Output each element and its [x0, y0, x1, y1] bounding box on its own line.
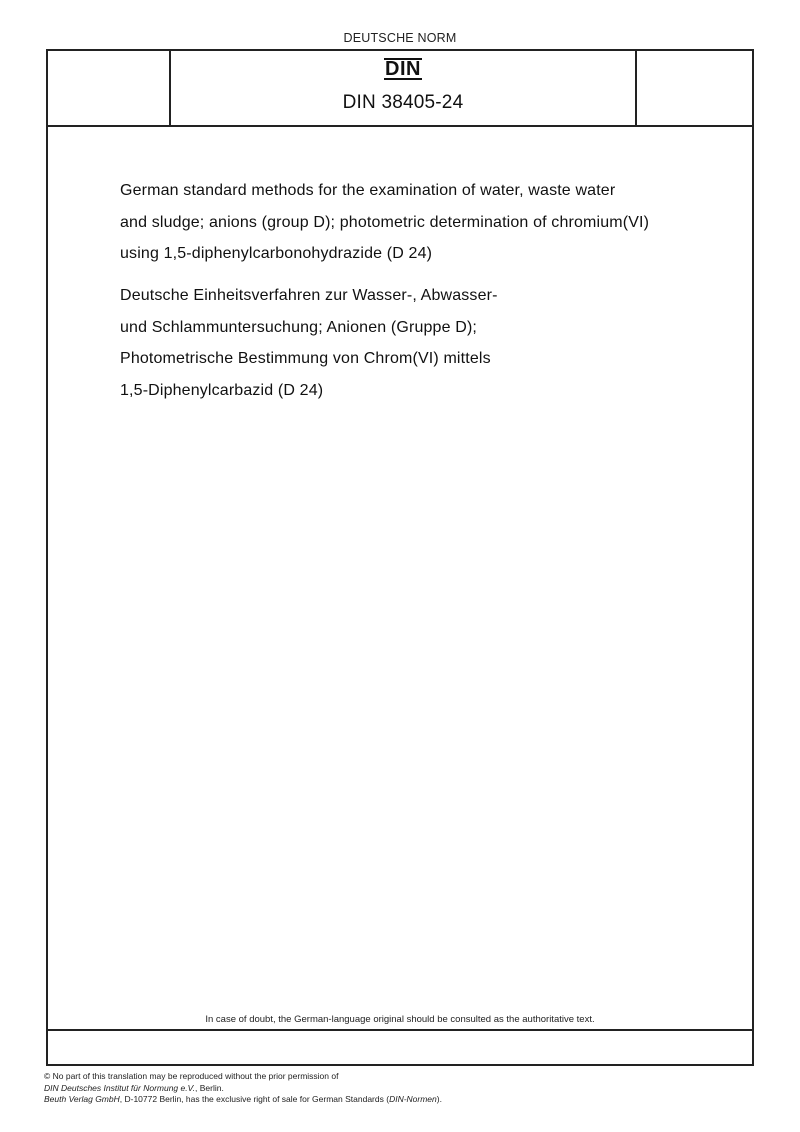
title-de-line: 1,5-Diphenylcarbazid (D 24) [120, 381, 324, 399]
copyright-line-3-end: ). [436, 1094, 442, 1104]
footer-divider [48, 1029, 752, 1031]
document-frame [46, 49, 754, 1066]
title-german [120, 280, 720, 406]
copyright-line-2 [44, 1083, 442, 1095]
copyright-line-3 [44, 1094, 442, 1106]
din-logo [171, 58, 635, 81]
title-en-line: and sludge; anions (group D); photometric determination of chromium(VI) [120, 213, 650, 231]
document-number: DIN 38405-24 [342, 92, 464, 113]
din-logo-text: DIN [385, 58, 421, 80]
title-en-line: using 1,5-diphenylcarbonohydrazide (D 24) [120, 245, 433, 262]
header-cell-left [48, 51, 171, 125]
title-english [120, 175, 720, 270]
authoritative-text-note: In case of doubt, the German-language original should be consulted as the authoritative text. [205, 1014, 595, 1025]
header-cell-center [171, 51, 635, 125]
copyright-line-1: © No part of this translation may be reproduced without the prior permission of [44, 1071, 339, 1081]
header-cell-right [635, 51, 754, 125]
title-de-line: Photometrische Bestimmung von Chrom(VI) mittels [120, 350, 491, 367]
din-normen-term: DIN-Normen [389, 1094, 437, 1104]
publisher-name: Beuth Verlag GmbH [44, 1094, 120, 1104]
copyright-line-3-mid: , D-10772 Berlin, has the exclusive right of sale for German Standards ( [119, 1094, 390, 1104]
din-institute-name: DIN Deutsches Institut für Normung e.V. [44, 1082, 196, 1093]
copyright-line-2-rest: , Berlin. [195, 1082, 224, 1093]
copyright-notice [44, 1071, 442, 1106]
title-de-line: Deutsche Einheitsverfahren zur Wasser-, Abwasser- [120, 287, 498, 304]
title-en-line: German standard methods for the examination of water, waste water [120, 182, 616, 199]
top-label: DEUTSCHE NORM [343, 31, 457, 45]
header-row [48, 51, 752, 127]
title-de-line: und Schlammuntersuchung; Anionen (Gruppe D); [120, 318, 478, 336]
